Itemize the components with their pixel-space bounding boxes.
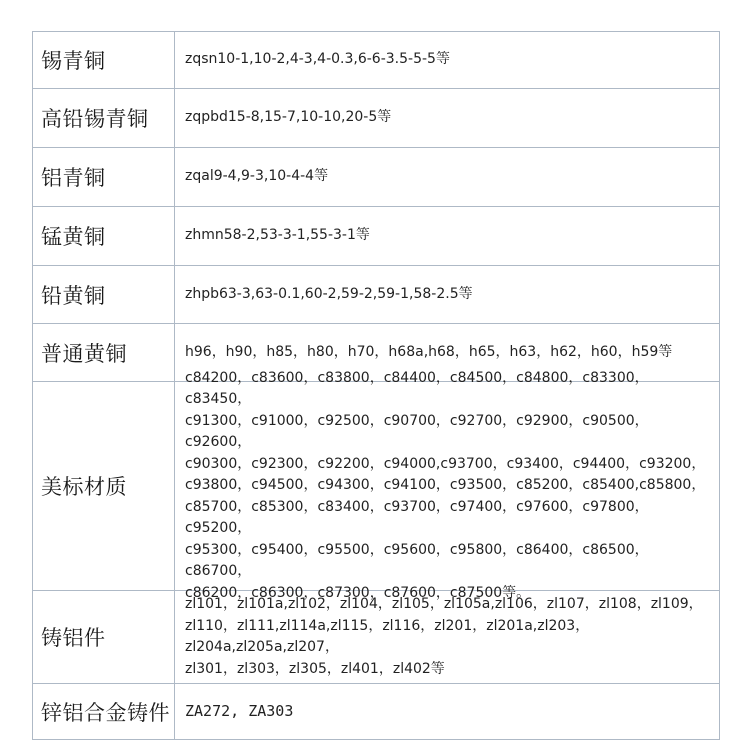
- table-row: [33, 148, 720, 207]
- table-row: [33, 89, 720, 148]
- table-row: [33, 32, 720, 89]
- material-name: 美标材质: [33, 382, 175, 590]
- material-grades: [175, 148, 720, 206]
- material-name: 高铅锡青铜: [33, 89, 175, 147]
- material-grades: [175, 207, 720, 265]
- grades-text: zqal9-4,9-3,10-4-4等: [185, 168, 329, 185]
- material-grades: [175, 684, 720, 739]
- grades-text: zqsn10-1,10-2,4-3,4-0.3,6-6-3.5-5-5等: [185, 51, 450, 68]
- material-name: 铝青铜: [33, 148, 175, 206]
- material-table: [32, 31, 720, 740]
- material-grades: [175, 32, 720, 88]
- material-grades: [175, 369, 720, 601]
- grades-text: c84200，c83600，c83800，c84400，c84500，c84800，c83300，c83450， c91300，c91000，c92500，c90700，c92700，c92900，c90500，c92600， c90300，c92300，c92200，c94000,c93700，c93400，c94400，c93200， c93800，c94500，c94300，c94100，c93500，c85200，c85400,c85800， c85700，c85300，c83400，c93700，c97400，c97600，c97800，c95200， c95300，c95400，c95500，c95600，c95800，c86400，c86500，c86700， c86200，c86300，c87300，c87600，c87500等。: [185, 369, 706, 601]
- table-row: [33, 684, 720, 740]
- material-name: 普通黄铜: [33, 324, 175, 381]
- grades-text: zhmn58-2,53-3-1,55-3-1等: [185, 227, 370, 244]
- table-row: [33, 369, 720, 601]
- material-name: 铅黄铜: [33, 266, 175, 323]
- table-row: [33, 591, 720, 684]
- material-name: 铸铝件: [33, 591, 175, 683]
- grades-text: zhpb63-3,63-0.1,60-2,59-2,59-1,58-2.5等: [185, 285, 473, 302]
- grades-text: h96，h90，h85，h80，h70，h68a,h68，h65，h63，h62，h60，h59等: [185, 343, 673, 360]
- material-grades: [175, 89, 720, 147]
- material-grades: [175, 266, 720, 323]
- material-name: 锌铝合金铸件: [33, 684, 175, 739]
- material-grades: [175, 591, 720, 683]
- material-name: 锡青铜: [33, 32, 175, 88]
- table-row: [33, 207, 720, 266]
- material-name: 锰黄铜: [33, 207, 175, 265]
- grades-text: ZA272, ZA303: [185, 701, 294, 720]
- grades-text: zl101，zl101a,zl102，zl104，zl105，zl105a,zl106，zl107，zl108，zl109， zl110，zl111,zl114a,zl115，zl116，zl201，zl201a,zl203，zl204a,zl205a,zl207， zl301，zl303，zl305，zl401，zl402等: [185, 596, 703, 677]
- table-row: [33, 266, 720, 324]
- grades-text: zqpbd15-8,15-7,10-10,20-5等: [185, 109, 392, 126]
